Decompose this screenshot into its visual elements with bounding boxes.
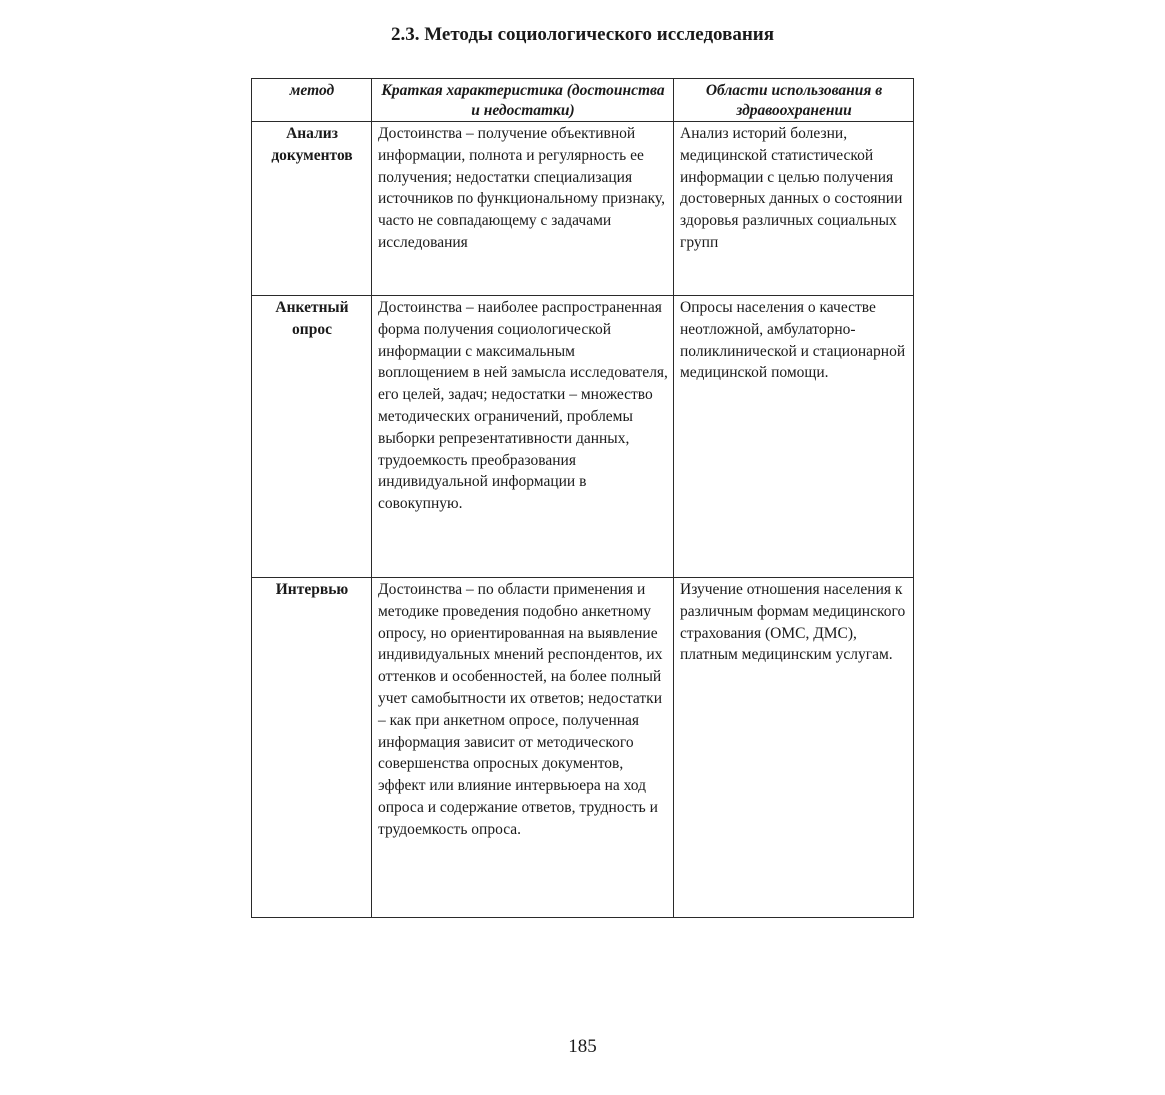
table-row [252, 578, 914, 918]
cell-area: Изучение отношения населения к различным формам медицинского страхования (ОМС, ДМС), платным медицинским услугам. [674, 578, 914, 918]
methods-table [251, 78, 914, 918]
page-title: 2.3. Методы социологического исследования [390, 24, 775, 45]
cell-area: Анализ историй болезни, медицинской статистической информации с целью получения достоверных данных о состоянии здоровья различных социальных групп [674, 122, 914, 296]
header-description: Краткая характеристика (достоинства и недостатки) [372, 79, 674, 122]
cell-description: Достоинства – наиболее распространенная форма получения социологической информации с максимальным воплощением в ней замысла исследователя, его целей, задач; недостатки – множество методических ограничений, проблемы выборки репрезентативности данных, трудоемкость преобразования индивидуальной информации в совокупную. [372, 296, 674, 578]
cell-method: Анализ документов [252, 122, 372, 296]
cell-method: Анкетный опрос [252, 296, 372, 578]
header-area: Области использования в здравоохранении [674, 79, 914, 122]
table-row [252, 296, 914, 578]
table-header-row [252, 79, 914, 122]
cell-description: Достоинства – получение объективной информации, полнота и регулярность ее получения; недостатки специализация источников по функциональному признаку, часто не совпадающему с задачами исследования [372, 122, 674, 296]
cell-method: Интервью [252, 578, 372, 918]
header-method: метод [252, 79, 372, 122]
cell-area: Опросы населения о качестве неотложной, амбулаторно-поликлинической и стационарной медицинской помощи. [674, 296, 914, 578]
cell-description: Достоинства – по области применения и методике проведения подобно анкетному опросу, но ориентированная на выявление индивидуальных мнений респондентов, их оттенков и особенностей, на более полный учет самобытности их ответов; недостатки – как при анкетном опросе, полученная информация зависит от методического совершенства опросных документов, эффект или влияние интервьюера на ход опроса и содержание ответов, трудность и трудоемкость опроса. [372, 578, 674, 918]
page-number: 185 [568, 1036, 597, 1057]
table-row [252, 122, 914, 296]
